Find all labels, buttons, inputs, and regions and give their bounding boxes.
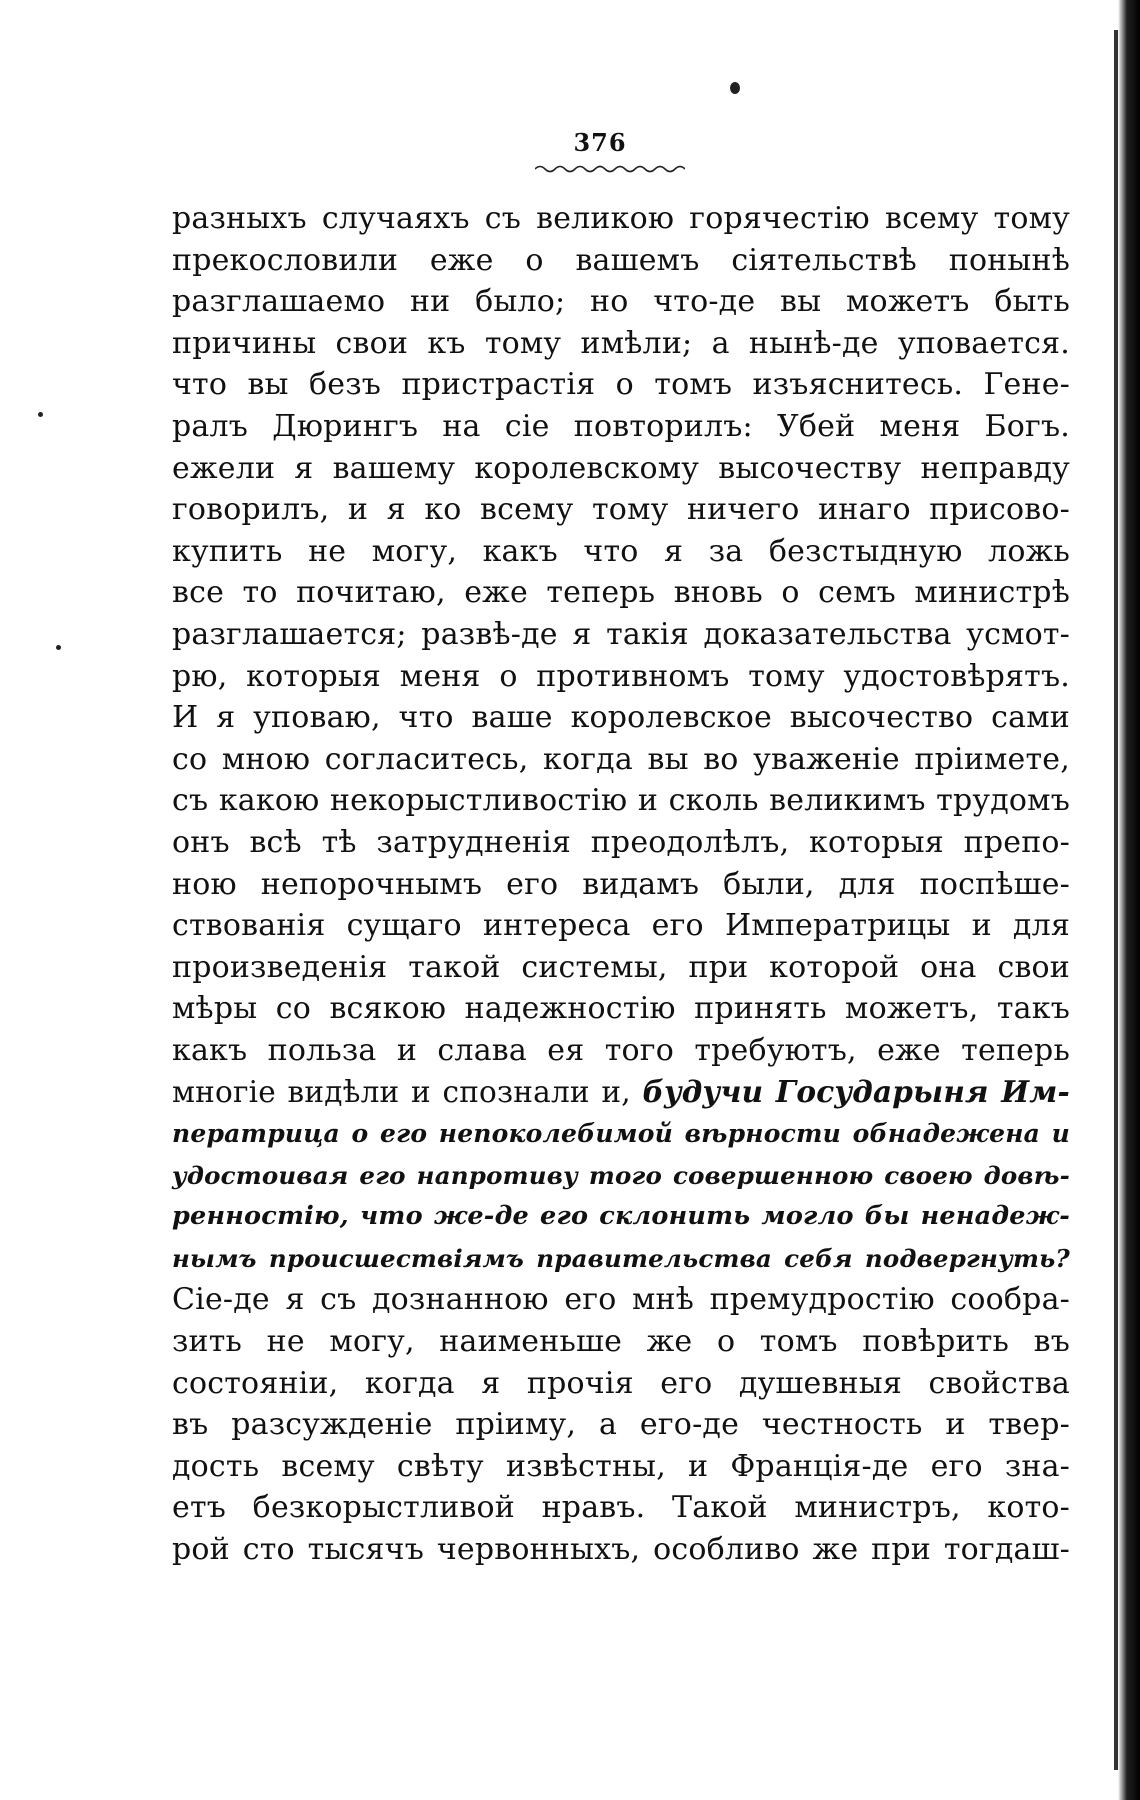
text-line-italic: нымъ происшествіямъ правительства себя подвергнуть? xyxy=(172,1243,1070,1273)
text-line: зить не могу, наименьше же о томъ повѣрить въ xyxy=(172,1324,1070,1360)
text-line-italic: ператрица о его непоколебимой вѣрности обнадежена и xyxy=(172,1119,1070,1149)
text-line: мѣры со всякою надежностію принять можетъ, такъ xyxy=(172,991,1070,1027)
text-line: въ разсужденіе пріиму, а его-де честность и твер- xyxy=(172,1407,1070,1443)
text-line: со мною согласитесь, когда вы во уваженіе пріимете, xyxy=(172,741,1070,777)
text-line: разглашается; развѣ-де я такія доказательства усмот- xyxy=(172,616,1070,652)
text-line: ною непорочнымъ его видамъ были, для поспѣше- xyxy=(172,866,1070,902)
scan-speck xyxy=(730,82,740,94)
text-line: причины свои къ тому имѣли; а нынѣ-де уповается. xyxy=(172,325,1070,361)
text-line: рой сто тысячъ червонныхъ, особливо же при тогдаш- xyxy=(172,1532,1070,1567)
page-number: 376 xyxy=(573,128,627,157)
text-line: разныхъ случаяхъ съ великою горячестію всему тому xyxy=(172,201,1070,236)
text-line: разглашаемо ни было; но что-де вы можетъ быть xyxy=(172,284,1070,320)
text-line: какъ польза и слава ея того требуютъ, еже теперь xyxy=(172,1032,1070,1068)
text-segment: многіе видѣли и спознали и, xyxy=(172,1075,631,1110)
scan-speck xyxy=(38,412,43,417)
text-line: рю, которыя меня о противномъ тому удостовѣрятъ. xyxy=(172,658,1070,694)
text-line: что вы безъ пристрастія о томъ изъяснитесь. Гене- xyxy=(172,367,1070,403)
text-line: онъ всѣ тѣ затрудненія преодолѣлъ, которыя препо- xyxy=(172,824,1070,860)
text-line-mixed xyxy=(172,1071,1070,1113)
text-line: все то почитаю, еже теперь вновь о семъ министрѣ xyxy=(172,575,1070,611)
text-line: Сіе-де я съ дознанною его мнѣ премудростію сообра- xyxy=(172,1282,1070,1318)
text-line: ствованія сущаго интереса его Императрицы и для xyxy=(172,908,1070,944)
text-line: И я уповаю, что ваше королевское высочество сами xyxy=(172,700,1070,736)
text-line: состояніи, когда я прочія его душевныя свойства xyxy=(172,1365,1070,1401)
text-line: говорилъ, и я ко всему тому ничего инаго присово- xyxy=(172,492,1070,528)
text-line: етъ безкорыстливой нравъ. Такой министръ, кото- xyxy=(172,1490,1070,1526)
text-line: ежели я вашему королевскому высочеству неправду xyxy=(172,450,1070,486)
italic-segment: будучи Государыня Им- xyxy=(642,1074,1070,1110)
text-line: прекословили еже о вашемъ сіятельствѣ понынѣ xyxy=(172,242,1070,278)
text-line: купить не могу, какъ что я за безстыдную ложь xyxy=(172,533,1070,569)
text-line: съ какою некорыстливостію и сколь великимъ трудомъ xyxy=(172,783,1070,819)
scan-edge xyxy=(1118,0,1140,1800)
body-text xyxy=(172,198,1070,1571)
text-line: ралъ Дюрингъ на сіе повторилъ: Убей меня Богъ. xyxy=(172,408,1070,444)
text-line: дость всему свѣту извѣстны, и Франція-де его зна- xyxy=(172,1448,1070,1484)
text-line-italic: удостоивая его напротиву того совершенною своею довѣ- xyxy=(172,1160,1070,1190)
text-line-italic: ренностію, что же-де его склонить могло бы ненадеж- xyxy=(172,1201,1070,1232)
page-number-ornament xyxy=(535,164,685,174)
scan-speck xyxy=(56,645,61,650)
text-line: произведенія такой системы, при которой она свои xyxy=(172,949,1070,985)
